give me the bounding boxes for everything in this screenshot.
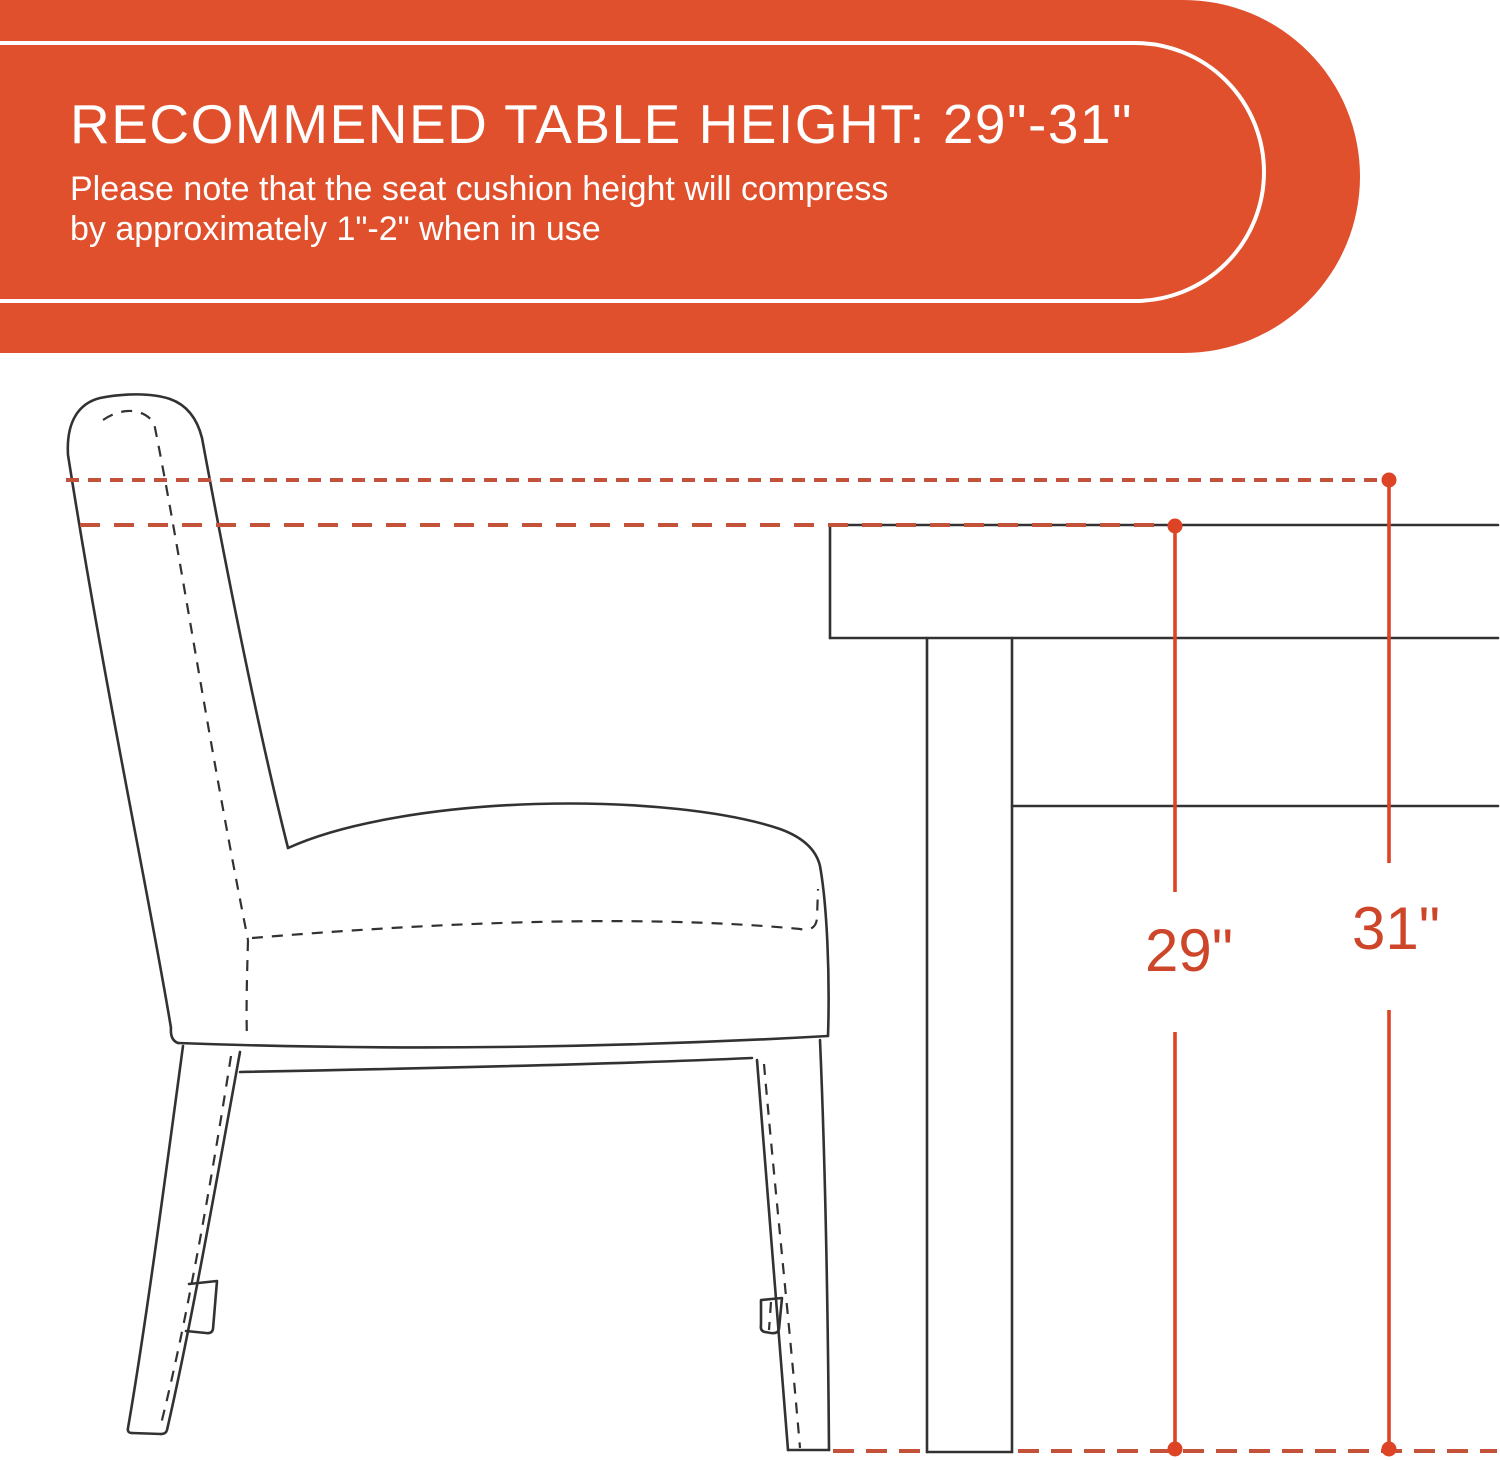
page-title: RECOMMENED TABLE HEIGHT: 29"-31" xyxy=(70,93,1134,155)
dimension-annotations xyxy=(1145,473,1440,1457)
banner-subtitle-line1: Please note that the seat cushion height will compress xyxy=(70,170,889,208)
chair-far-back-leg-tip xyxy=(186,1281,217,1333)
chair-seat-seam xyxy=(252,889,818,938)
chair-far-front-leg-seam xyxy=(769,1302,771,1330)
chair-seat-bottom-edge xyxy=(178,1036,828,1047)
chair-front-leg-right-edge xyxy=(820,1040,829,1450)
dimension-dot-31-bottom xyxy=(1382,1442,1397,1457)
chair-rail-line xyxy=(240,1058,752,1072)
chair-back-seam-lower xyxy=(247,940,248,1040)
dimension-dot-31-top xyxy=(1382,473,1397,488)
chair-drawing xyxy=(68,394,829,1450)
chair-back-outline xyxy=(68,394,288,1043)
dimension-dot-29-bottom xyxy=(1168,1442,1183,1457)
dimension-dot-29-top xyxy=(1168,519,1183,534)
chair-back-leg-bottom xyxy=(132,1433,161,1434)
banner-subtitle-line2: by approximately 1"-2" when in use xyxy=(70,210,601,248)
dimension-label-29in: 29" xyxy=(1144,917,1234,984)
table-drawing xyxy=(830,525,1498,1452)
chair-back-leg-left-edge xyxy=(128,1046,183,1433)
chair-seat-outline xyxy=(288,804,829,1036)
chair-front-leg-left-edge xyxy=(757,1060,788,1450)
chair-back-leg-seam xyxy=(160,1056,231,1428)
chair-back-seam xyxy=(103,411,248,940)
dimension-label-31in: 31" xyxy=(1351,895,1441,962)
